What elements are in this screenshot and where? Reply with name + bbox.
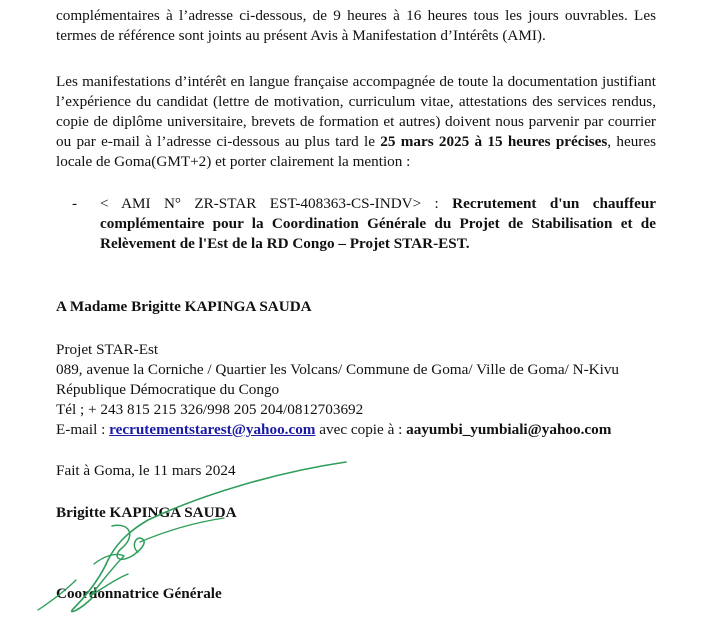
signature-loop xyxy=(112,525,144,559)
place-date: Fait à Goma, le 11 mars 2024 xyxy=(56,462,236,479)
submission-line-2: l’expérience du candidat (lettre de motivation, curriculum vitae, attestations des services rendus, xyxy=(56,93,656,110)
email-copy-label: avec copie à : xyxy=(315,421,407,438)
mention-title-part-1: Recrutement d'un chauffeur xyxy=(452,195,657,212)
recipient-email-line xyxy=(56,420,611,440)
submission-line-3: copie de diplôme universitaire, brevets de formation et autres) doivent nous parvenir par courrier xyxy=(56,113,656,130)
email-copy-address: aayumbi_yumbiali@yahoo.com xyxy=(406,421,612,438)
intro-line-2: termes de référence sont joints au présent Avis à Manifestation d’Intérêts (AMI). xyxy=(56,27,546,44)
submission-deadline: 25 mars 2025 à 15 heures précises xyxy=(380,133,608,150)
recipient-country: République Démocratique du Congo xyxy=(56,381,280,398)
submission-paragraph xyxy=(56,72,656,172)
signer-name: Brigitte KAPINGA SAUDA xyxy=(56,504,237,521)
mention-line-1 xyxy=(100,194,656,214)
recipient-phone: Tél ; + 243 815 215 326/998 205 204/0812703692 xyxy=(56,401,364,418)
signer-role: Coordonnatrice Générale xyxy=(56,585,222,602)
email-primary-link[interactable]: recrutementstarest@yahoo.com xyxy=(109,421,316,438)
email-label: E-mail : xyxy=(56,421,110,438)
submission-line-4-end: , heures xyxy=(607,133,656,150)
intro-paragraph xyxy=(56,6,656,46)
intro-line-1: complémentaires à l’adresse ci-dessous, de 9 heures à 16 heures tous les jours ouvrables. Les xyxy=(56,7,656,24)
recipient-org: Projet STAR-Est xyxy=(56,341,159,358)
mention-title-part-2: complémentaire pour la Coordination Générale du Projet de Stabilisation et de xyxy=(100,215,656,232)
mention-reference: < AMI N° ZR-STAR EST-408363-CS-INDV> : xyxy=(100,195,453,212)
submission-line-4-start: ou par e-mail à l’adresse ci-dessous au plus tard le xyxy=(56,133,381,150)
mention-text xyxy=(100,194,656,254)
submission-line-1: Les manifestations d’intérêt en langue française accompagnée de toute la documentation justifiant xyxy=(56,73,656,90)
addressee: A Madame Brigitte KAPINGA SAUDA xyxy=(56,298,312,315)
recipient-address: 089, avenue la Corniche / Quartier les Volcans/ Commune de Goma/ Ville de Goma/ N-Kivu xyxy=(56,361,620,378)
submission-line-4 xyxy=(56,132,656,152)
submission-line-5: locale de Goma(GMT+2) et porter clairement la mention : xyxy=(56,153,411,170)
mention-title-part-3: Relèvement de l'Est de la RD Congo – Projet STAR-EST. xyxy=(100,235,470,252)
mention-dash: - xyxy=(72,195,78,212)
